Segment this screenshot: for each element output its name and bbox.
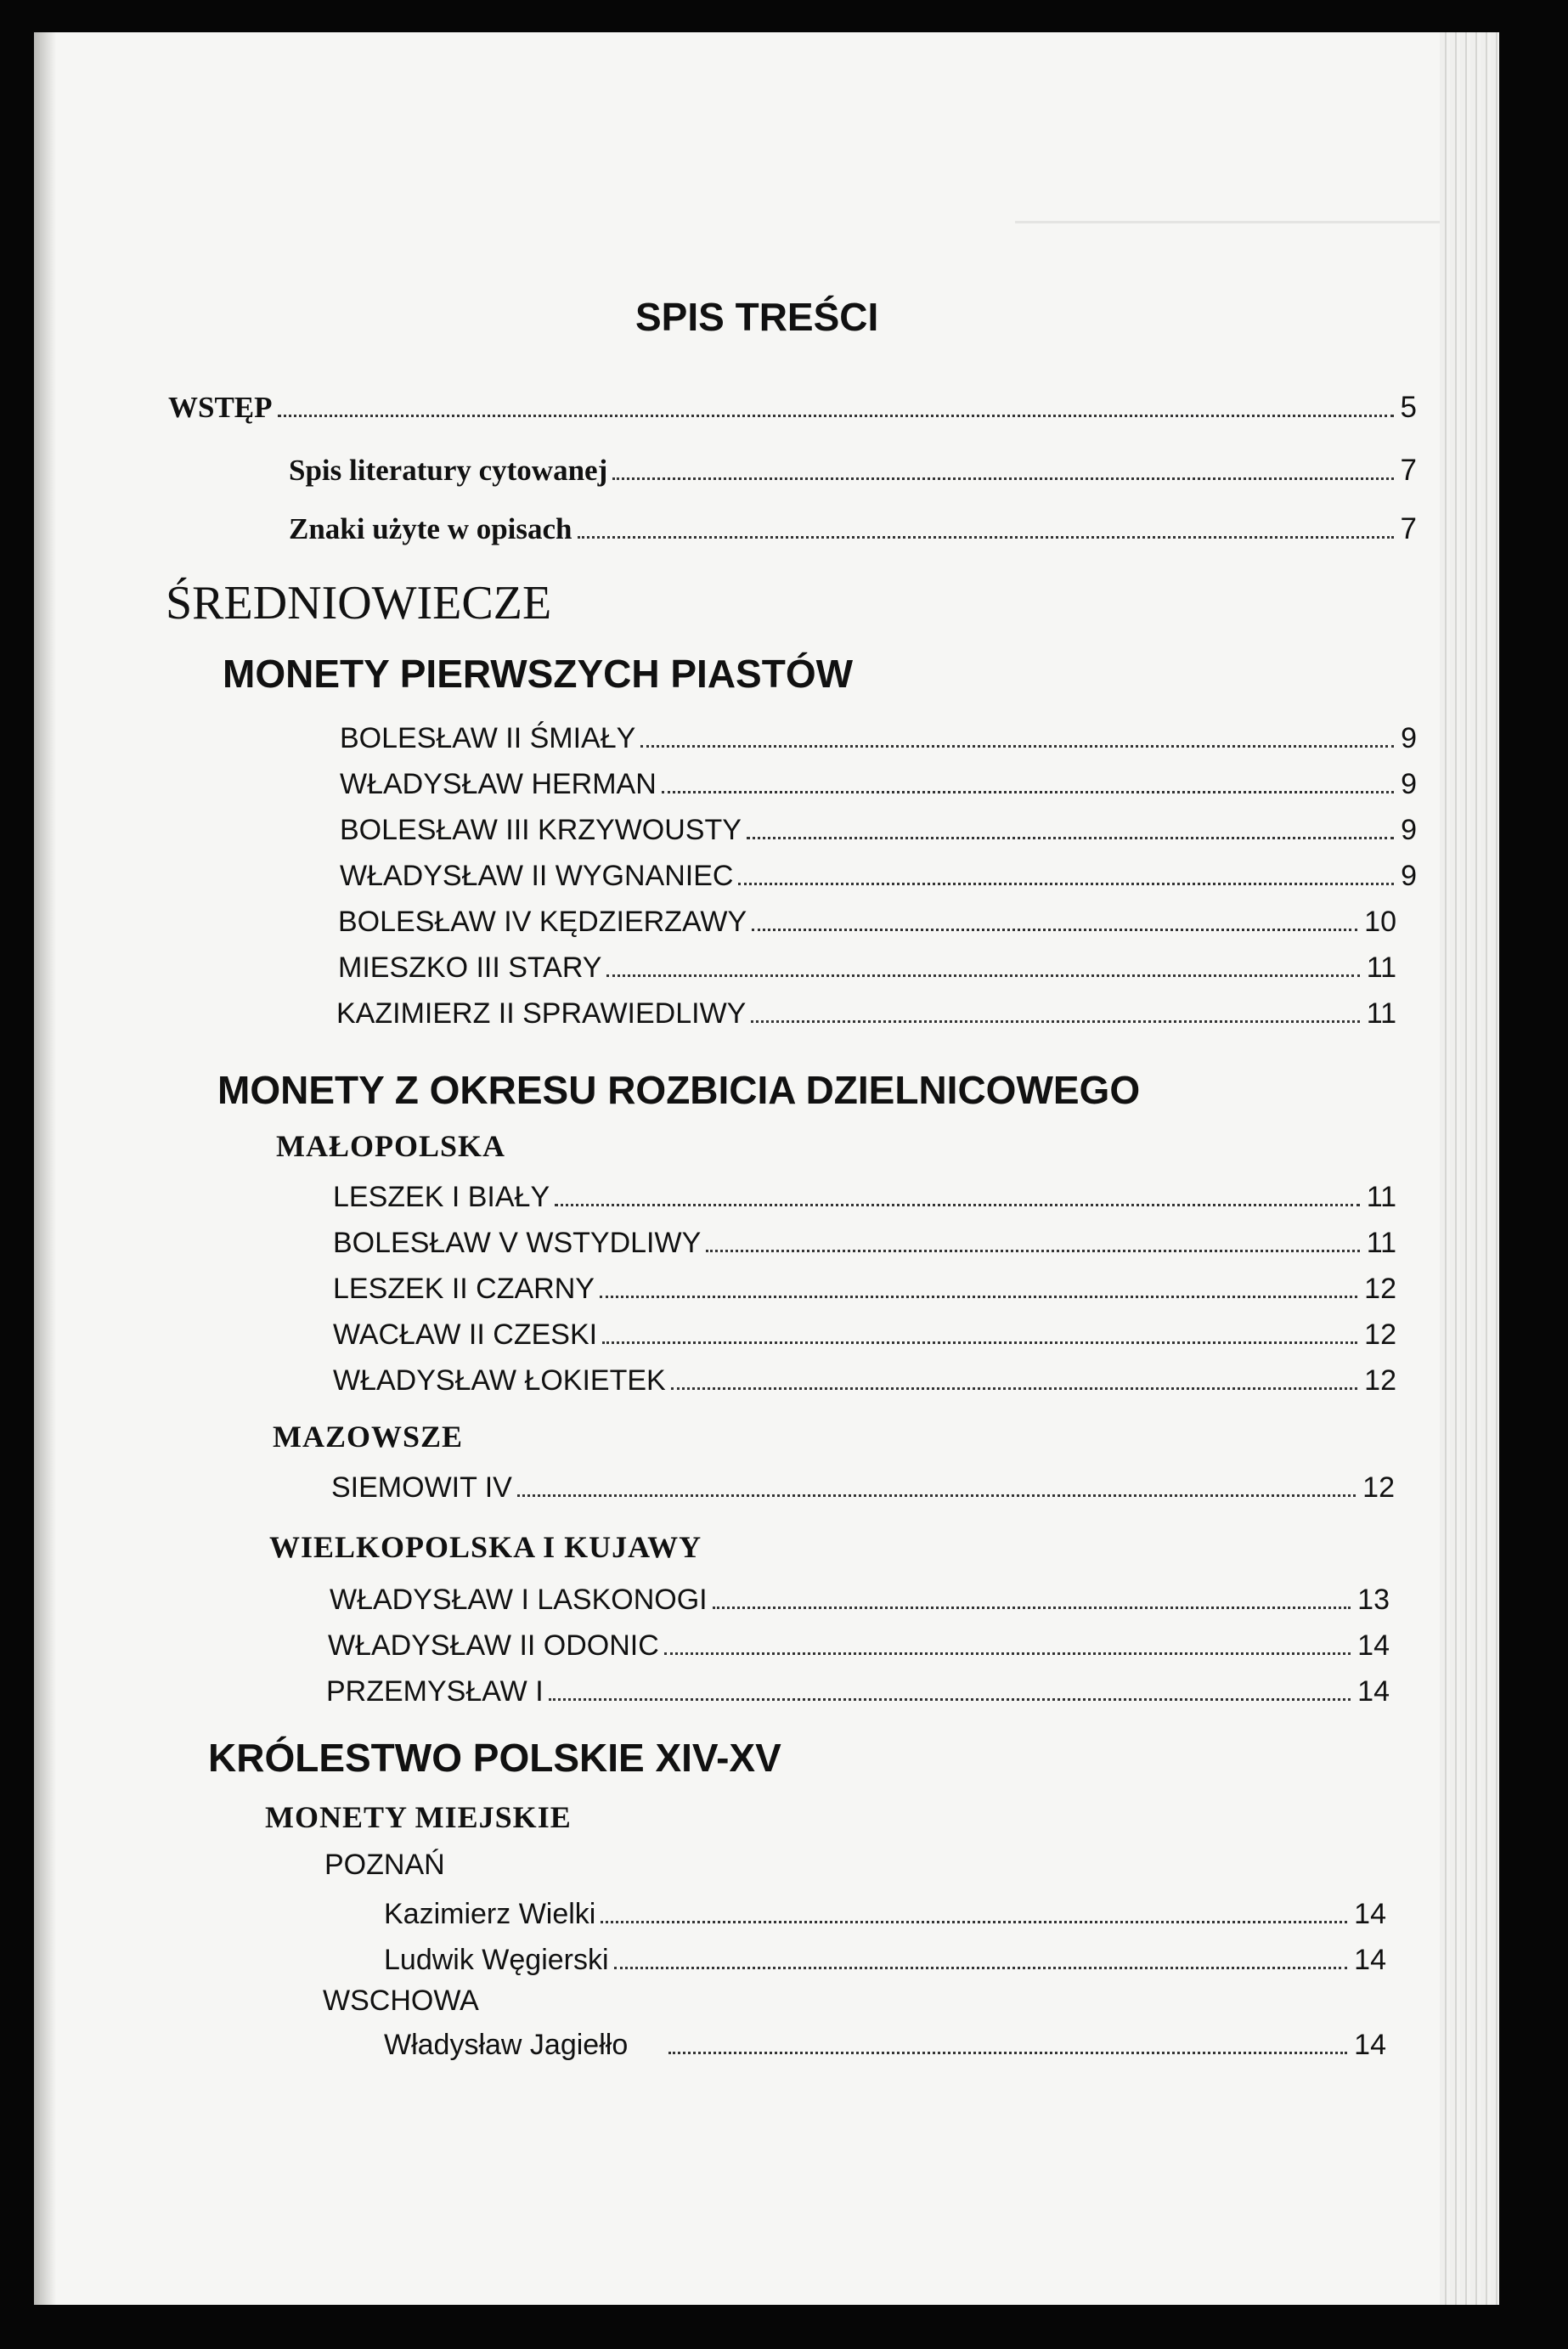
toc-entry-label: PRZEMYSŁAW I: [326, 1675, 544, 1708]
toc-entry-page: 12: [1364, 1364, 1396, 1397]
dot-leader: [578, 536, 1394, 539]
toc-entry-page: 11: [1366, 1227, 1396, 1259]
toc-entry-label: Spis literatury cytowanej: [289, 454, 608, 487]
toc-entry-page: 7: [1400, 512, 1417, 545]
toc-entry[interactable]: [328, 1629, 1390, 1672]
toc-entry-label: WŁADYSŁAW II ODONIC: [328, 1629, 659, 1662]
page-title: SPIS TREŚCI: [635, 295, 879, 339]
toc-entry-page: 14: [1357, 1675, 1390, 1708]
subsection-heading: MONETY MIEJSKIE: [265, 1800, 572, 1834]
toc-entry-page: 14: [1354, 1898, 1386, 1930]
dot-leader: [640, 745, 1394, 748]
toc-entry[interactable]: [326, 1675, 1390, 1718]
toc-entry-label: WŁADYSŁAW I LASKONOGI: [330, 1584, 708, 1616]
toc-entry-label: WŁADYSŁAW ŁOKIETEK: [333, 1364, 666, 1397]
city-heading: POZNAŃ: [324, 1849, 445, 1881]
toc-entry-page: 14: [1354, 1944, 1386, 1976]
paper-sheet: [34, 32, 1499, 2305]
dot-leader: [602, 1341, 1357, 1344]
toc-entry[interactable]: [338, 951, 1396, 994]
toc-entry-label: Ludwik Węgierski: [384, 1944, 609, 1976]
dot-leader: [600, 1296, 1357, 1298]
dot-leader: [752, 929, 1357, 931]
toc-entry-page: 13: [1357, 1584, 1390, 1616]
toc-entry-page: 7: [1400, 454, 1417, 487]
dot-leader: [671, 1387, 1357, 1390]
toc-entry-page: 11: [1366, 1181, 1396, 1213]
toc-entry[interactable]: [340, 768, 1417, 810]
toc-entry-label: BOLESŁAW III KRZYWOUSTY: [340, 814, 742, 846]
toc-entry-page: 11: [1366, 951, 1396, 984]
subsection-heading: MAŁOPOLSKA: [276, 1129, 506, 1163]
toc-entry-label: KAZIMIERZ II SPRAWIEDLIWY: [336, 997, 747, 1030]
toc-entry-page: 14: [1357, 1629, 1390, 1662]
toc-entry-label: WŁADYSŁAW HERMAN: [340, 768, 657, 800]
dot-leader: [747, 837, 1394, 839]
toc-entry-page: 9: [1401, 814, 1417, 846]
subsection-heading: MAZOWSZE: [273, 1420, 464, 1454]
toc-entry-label: WACŁAW II CZESKI: [333, 1318, 598, 1351]
toc-entry[interactable]: [333, 1273, 1396, 1315]
binding-shadow: [34, 32, 56, 2305]
dot-leader: [555, 1204, 1360, 1206]
section-heading: MONETY Z OKRESU ROZBICIA DZIELNICOWEGO: [217, 1068, 1141, 1112]
dot-leader: [612, 477, 1393, 480]
toc-entry-label: MIESZKO III STARY: [338, 951, 602, 984]
toc-entry-page: 11: [1366, 997, 1396, 1030]
dot-leader: [614, 1967, 1348, 1969]
dot-leader: [751, 1020, 1359, 1023]
subsection-heading: WIELKOPOLSKA I KUJAWY: [269, 1530, 702, 1564]
section-heading: MONETY PIERWSZYCH PIASTÓW: [223, 652, 854, 696]
dot-leader: [738, 883, 1394, 885]
dot-leader: [668, 2052, 1347, 2054]
toc-entry[interactable]: [289, 512, 1417, 555]
dot-leader: [517, 1494, 1356, 1497]
toc-entry[interactable]: [338, 906, 1396, 948]
toc-entry[interactable]: [384, 2029, 1386, 2071]
toc-entry-page: 5: [1400, 391, 1417, 424]
era-heading: ŚREDNIOWIECZE: [166, 577, 552, 630]
toc-entry[interactable]: [289, 454, 1417, 496]
toc-entry-page: 9: [1401, 768, 1417, 800]
toc-entry-label: WŁADYSŁAW II WYGNANIEC: [340, 860, 734, 892]
toc-entry-page: 12: [1364, 1318, 1396, 1351]
toc-entry-page: 14: [1354, 2029, 1386, 2061]
dot-leader: [664, 1652, 1351, 1655]
toc-entry-page: 10: [1364, 906, 1396, 938]
toc-entry-label: LESZEK I BIAŁY: [333, 1181, 550, 1213]
toc-entry[interactable]: [384, 1944, 1386, 1986]
toc-entry-label: BOLESŁAW V WSTYDLIWY: [333, 1227, 702, 1259]
city-heading: WSCHOWA: [323, 1985, 479, 2017]
toc-entry[interactable]: [330, 1584, 1390, 1626]
toc-entry[interactable]: [340, 814, 1417, 856]
toc-entry-page: 9: [1401, 860, 1417, 892]
toc-entry-page: 12: [1362, 1471, 1395, 1504]
toc-entry[interactable]: [333, 1318, 1396, 1361]
dot-leader: [713, 1606, 1351, 1609]
toc-entry-label: SIEMOWIT IV: [331, 1471, 512, 1504]
dot-leader: [606, 974, 1359, 977]
toc-entry-page: 12: [1364, 1273, 1396, 1305]
dot-leader: [278, 415, 1394, 417]
toc-entry[interactable]: [333, 1181, 1396, 1223]
toc-entry[interactable]: [333, 1364, 1396, 1407]
toc-entry[interactable]: [384, 1898, 1386, 1940]
toc-entry[interactable]: [331, 1471, 1395, 1514]
toc-entry-label: LESZEK II CZARNY: [333, 1273, 595, 1305]
dot-leader: [706, 1250, 1359, 1252]
toc-entry-label: BOLESŁAW II ŚMIAŁY: [340, 722, 636, 754]
dot-leader: [662, 791, 1394, 793]
toc-entry[interactable]: [336, 997, 1396, 1040]
dot-leader: [601, 1921, 1347, 1923]
toc-entry[interactable]: [168, 391, 1417, 433]
toc-entry[interactable]: [333, 1227, 1396, 1269]
toc-entry-page: 9: [1401, 722, 1417, 754]
toc-entry-label: Znaki użyte w opisach: [289, 512, 572, 545]
toc-entry-label: BOLESŁAW IV KĘDZIERZAWY: [338, 906, 747, 938]
toc-entry[interactable]: [340, 860, 1417, 902]
toc-entry[interactable]: [340, 722, 1417, 765]
toc-entry-label: WSTĘP: [168, 391, 273, 424]
toc-entry-label: Władysław Jagiełło: [384, 2029, 629, 2061]
section-heading: KRÓLESTWO POLSKIE XIV-XV: [208, 1736, 781, 1780]
dot-leader: [549, 1698, 1351, 1701]
toc-entry-label: Kazimierz Wielki: [384, 1898, 596, 1930]
page-edge-stack: [1440, 32, 1499, 2305]
